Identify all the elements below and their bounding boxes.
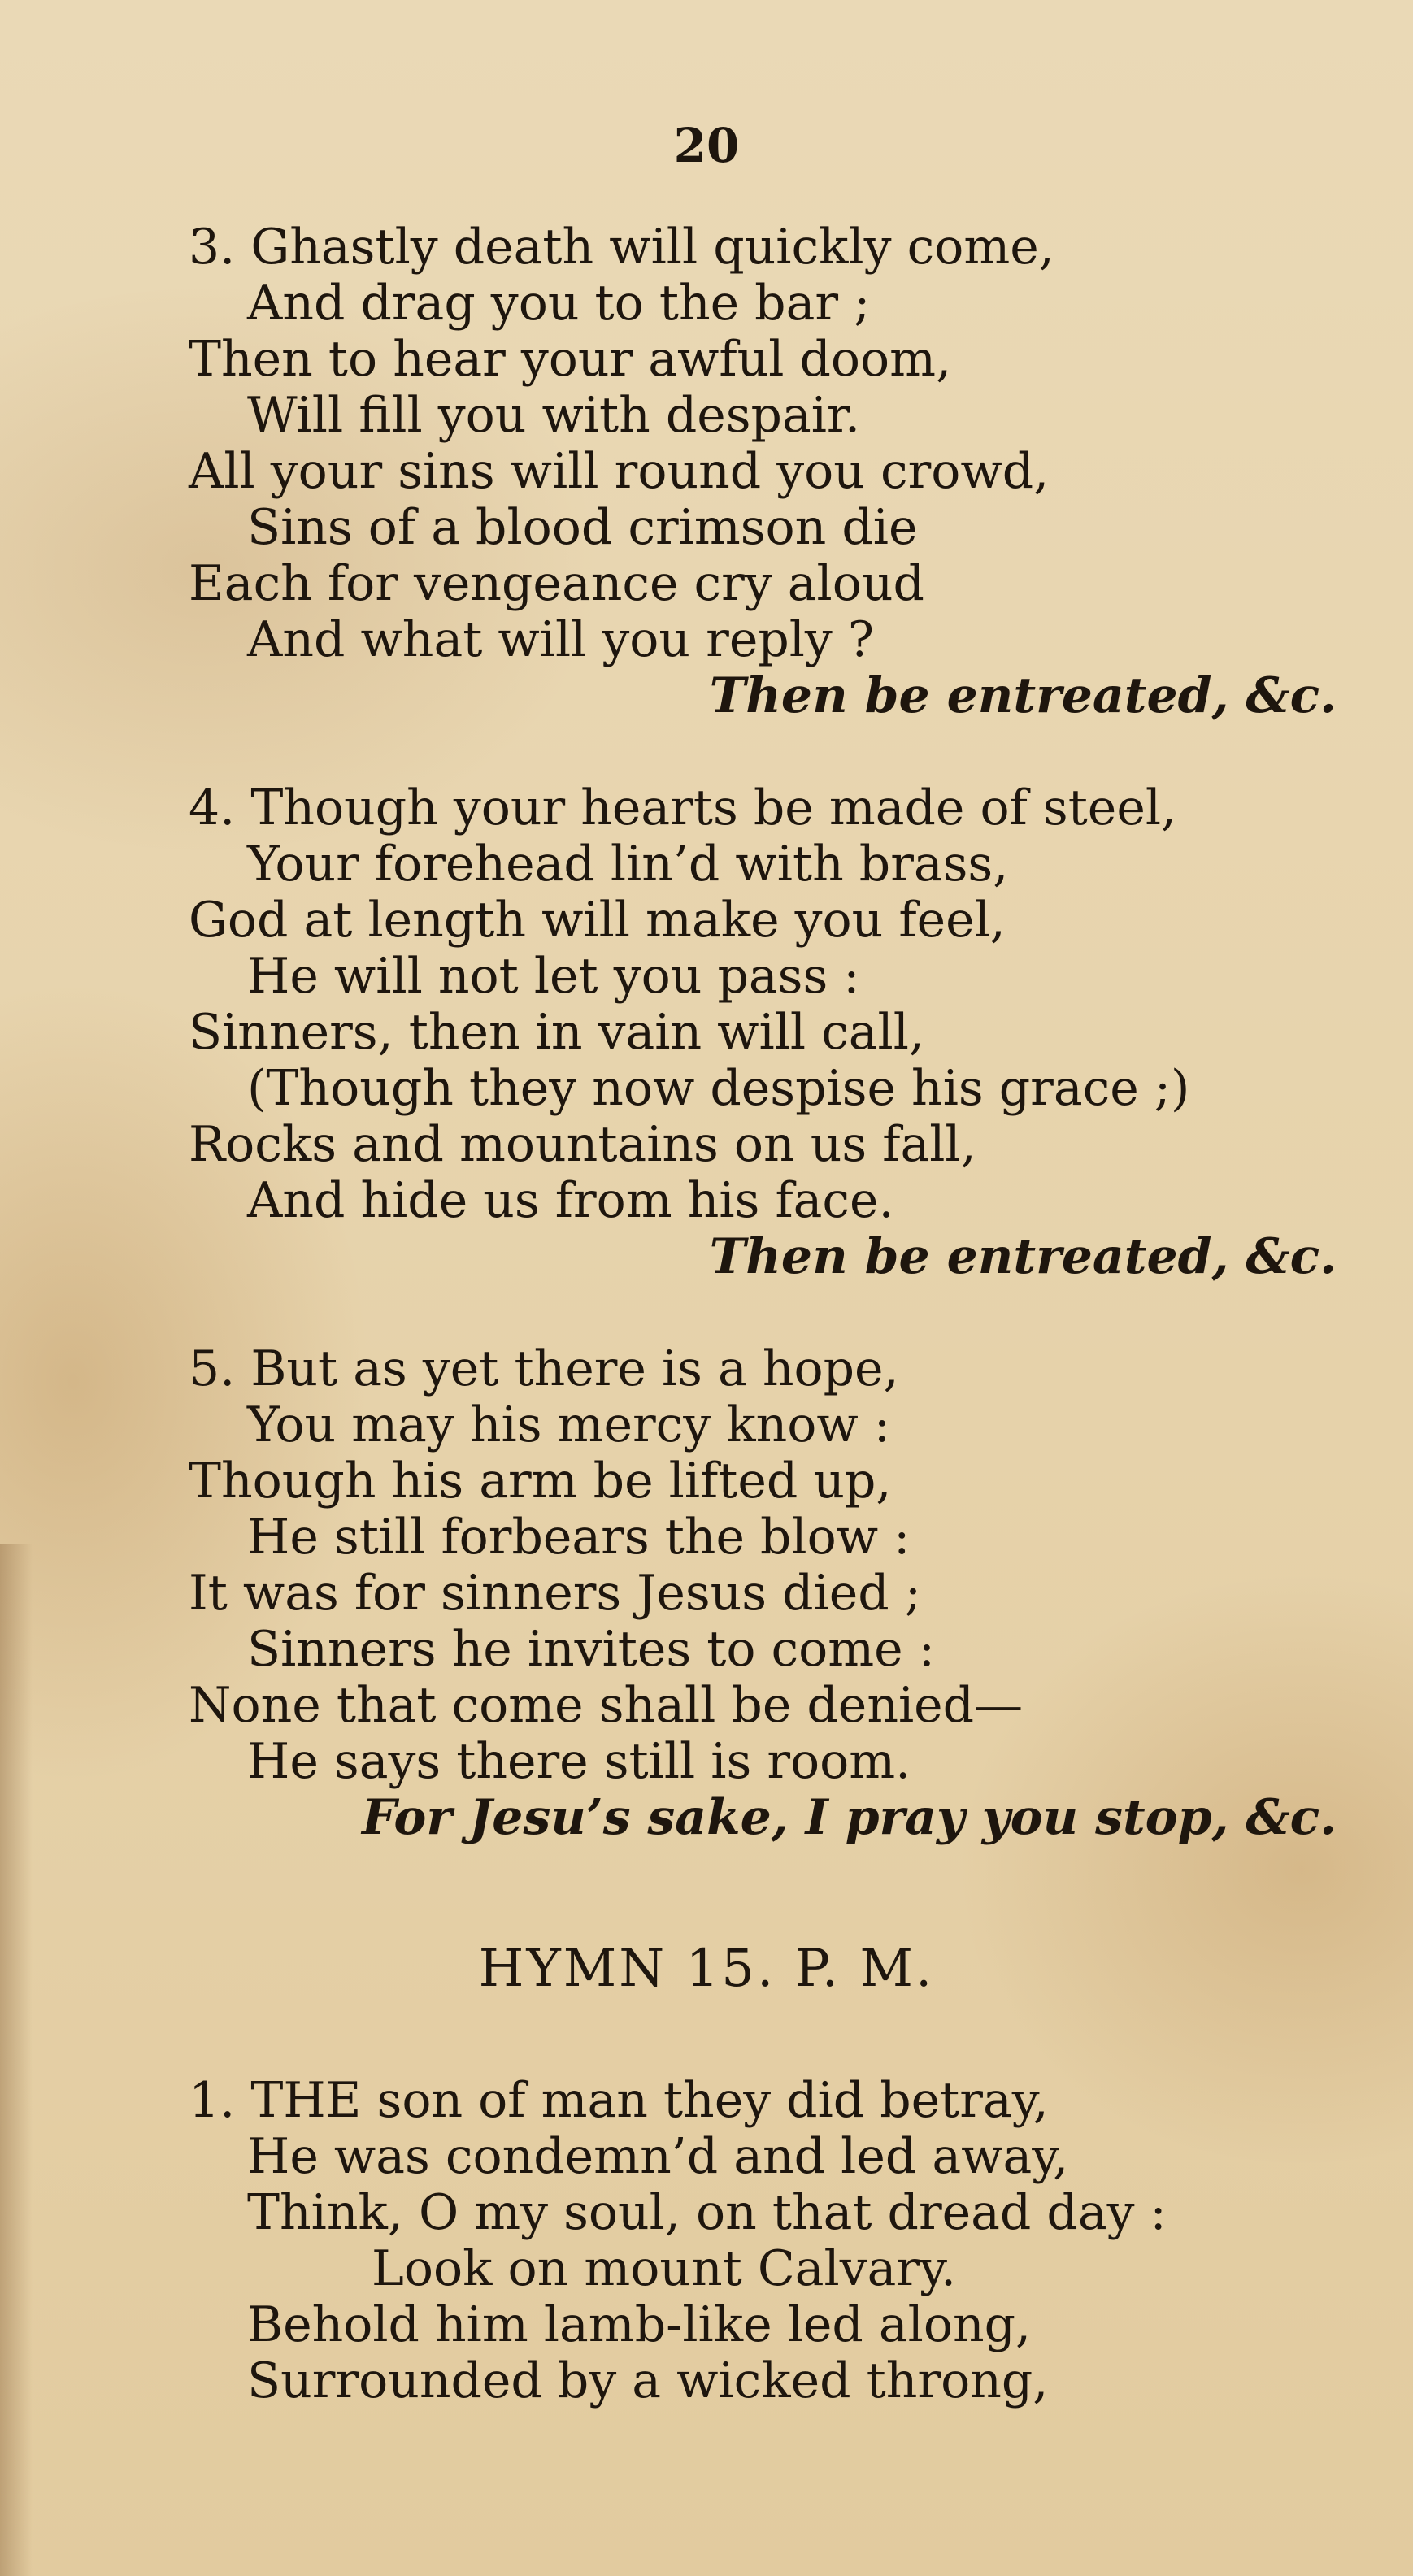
page-edge-shadow <box>0 1544 33 2576</box>
refrain-cue: For Jesu’s sake, I pray you stop, &c. <box>362 1789 1337 1846</box>
verse-line: And hide us from his face. <box>247 1172 894 1229</box>
verse-line: He was condemn’d and led away, <box>247 2128 1069 2185</box>
hymn-title: HYMN 15. P. M. <box>478 1939 935 1999</box>
verse-line: None that come shall be denied— <box>189 1677 1024 1734</box>
verse-line: And what will you reply ? <box>247 611 875 668</box>
verse-line: And drag you to the bar ; <box>247 275 871 332</box>
verse-line: Think, O my soul, on that dread day : <box>247 2184 1167 2241</box>
verse-line: All your sins will round you crowd, <box>189 443 1050 500</box>
verse-line: Though his arm be lifted up, <box>189 1453 892 1510</box>
verse-line: Your forehead lin’d with brass, <box>247 836 1009 893</box>
verse-line: 1. THE son of man they did betray, <box>189 2072 1049 2129</box>
stanza-4 <box>189 780 1343 1285</box>
stanza-3 <box>189 219 1343 724</box>
verse-line: He says there still is room. <box>247 1733 911 1790</box>
verse-line: Will fill you with despair. <box>247 387 861 444</box>
verse-line: He still forbears the blow : <box>247 1509 911 1566</box>
verse-line: Sinners, then in vain will call, <box>189 1004 924 1061</box>
verse-line: God at length will make you feel, <box>189 892 1006 949</box>
verse-line: Look on mount Calvary. <box>372 2240 957 2297</box>
verse-line: It was for sinners Jesus died ; <box>189 1565 921 1622</box>
verse-line: Sins of a blood crimson die <box>247 499 918 556</box>
page-number: 20 <box>673 118 740 173</box>
refrain-cue: Then be entreated, &c. <box>709 667 1337 724</box>
verse-line: (Though they now despise his grace ;) <box>247 1060 1190 1117</box>
verse-line: You may his mercy know : <box>247 1397 890 1453</box>
stanza-5 <box>189 1341 1343 1846</box>
verse-line: Sinners he invites to come : <box>247 1621 935 1678</box>
verse-line: 4. Though your hearts be made of steel, <box>189 780 1177 836</box>
verse-line: He will not let you pass : <box>247 948 860 1005</box>
verse-line: 5. But as yet there is a hope, <box>189 1340 899 1397</box>
verse-line: 3. Ghastly death will quickly come, <box>189 219 1054 276</box>
verse-line: Each for vengeance cry aloud <box>189 555 924 612</box>
verse-line: Then to hear your awful doom, <box>189 331 952 388</box>
verse-line: Rocks and mountains on us fall, <box>189 1116 976 1173</box>
verse-line: Surrounded by a wicked throng, <box>247 2352 1049 2409</box>
verse-line: Behold him lamb-like led along, <box>247 2296 1032 2353</box>
refrain-cue: Then be entreated, &c. <box>709 1228 1337 1285</box>
hymn-15-stanza-1 <box>189 2073 1343 2409</box>
